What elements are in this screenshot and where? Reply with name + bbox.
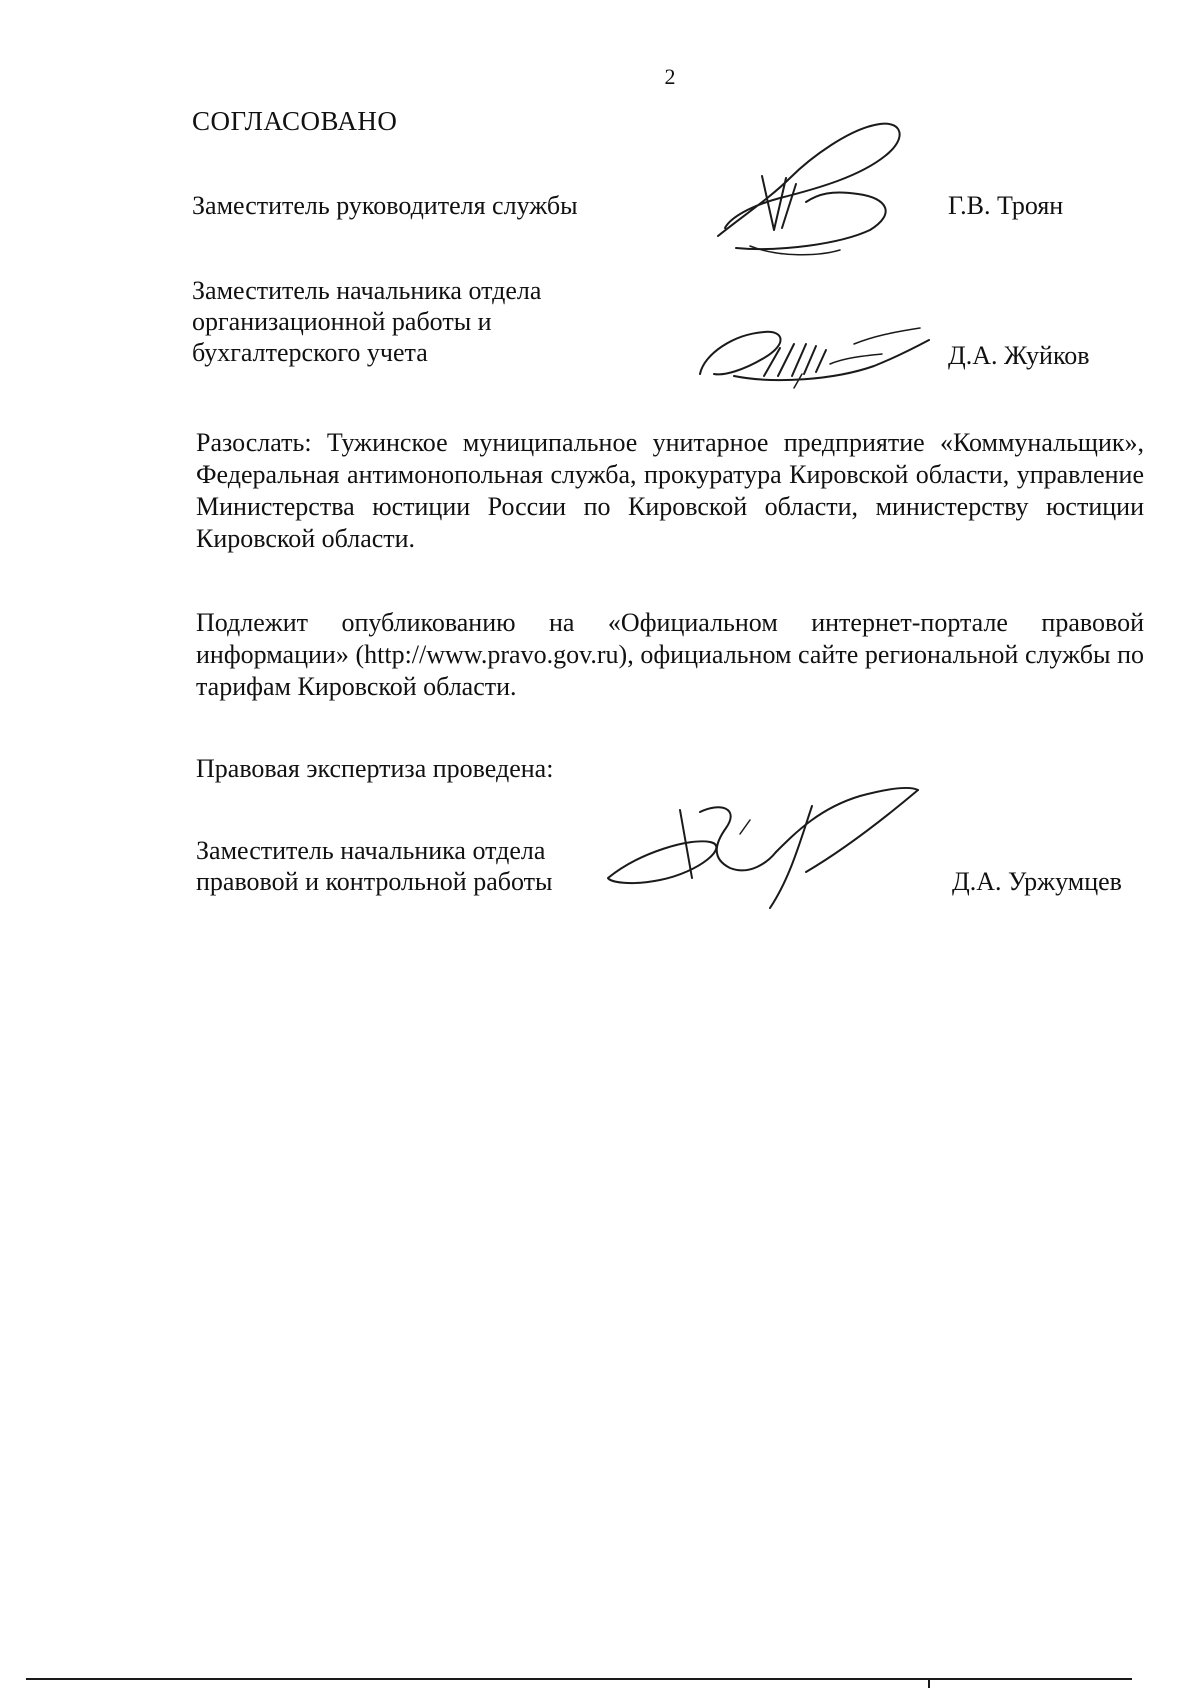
signature-troyan [710, 118, 950, 268]
approval-heading: СОГЛАСОВАНО [192, 106, 398, 136]
legal-reviewer-position [196, 835, 552, 897]
signature-urzhumtsev [600, 782, 930, 912]
approver-2-position [192, 275, 541, 368]
footer-divider-tick [928, 1678, 930, 1688]
approver-2-name: Д.А. Жуйков [948, 341, 1090, 370]
legal-reviewer-name: Д.А. Уржумцев [952, 867, 1122, 896]
approver-1-name: Г.В. Троян [948, 191, 1064, 220]
approver-2-position-line: организационной работы и [192, 307, 492, 336]
approver-1-position-line: Заместитель руководителя службы [192, 191, 578, 220]
publication-paragraph: Подлежит опубликованию на «Официальном интернет-портале правовой информации» (http://www.pravo.gov.ru), официальном сайте региональной службы по тарифам Кировской области. [196, 608, 1144, 701]
page-number: 2 [664, 64, 676, 89]
approver-2-position-line: бухгалтерского учета [192, 338, 428, 367]
footer-divider [26, 1678, 1132, 1680]
legal-reviewer-position-line: правовой и контрольной работы [196, 867, 553, 896]
distribution-paragraph: Разослать: Тужинское муниципальное унитарное предприятие «Коммунальщик», Федеральная антимонопольная служба, прокуратура Кировской области, управление Министерства юстиции России по Кировской области, министерству юстиции Кировской области. [196, 428, 1144, 553]
signature-zhuikov [694, 314, 944, 394]
approver-2-position-line: Заместитель начальника отдела [192, 276, 542, 305]
approver-1-position [192, 190, 578, 221]
legal-reviewer-position-line: Заместитель начальника отдела [196, 836, 546, 865]
legal-review-label: Правовая экспертиза проведена: [196, 754, 554, 783]
